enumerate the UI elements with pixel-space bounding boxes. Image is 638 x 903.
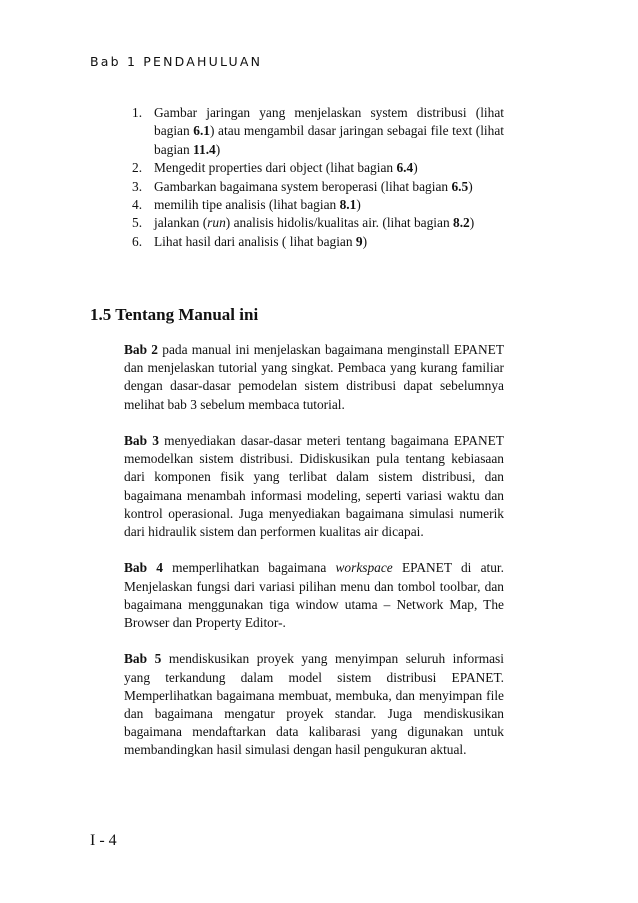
section-ref: 11.4 [193,141,216,157]
step-text: ) [468,178,473,194]
emphasis-term: run [207,215,226,231]
paragraph-text: pada manual ini menjelaskan bagaimana menginstall EPANET dan menjelaskan tutorial yang singkat. Pembaca yang kurang familiar dengan dasar-dasar pemodelan sistem distribusi dapat sebelumnya melihat bab 3 sebelum membaca tutorial. [124,342,504,412]
list-item [132,196,504,214]
step-text: ) [356,197,361,213]
step-text: ) [413,160,418,176]
steps-list [132,104,504,251]
paragraph-bab-4 [124,559,504,632]
section-ref: 8.1 [339,197,357,213]
list-item [132,159,504,177]
list-item [132,104,504,159]
section-heading: 1.5 Tentang Manual ini [90,305,259,324]
paragraph-text: memperlihatkan bagaimana [162,560,336,576]
section-body [124,341,504,760]
list-item [132,214,504,232]
section-ref: 8.2 [453,215,470,231]
list-item [132,233,504,251]
list-number: 5. [132,215,143,231]
list-number: 6. [132,233,143,249]
chapter-label: Bab 3 [124,433,159,448]
paragraph-bab-2 [124,341,504,414]
paragraph-text: EPANET di atur. Menjelaskan fungsi dari variasi pilihan menu dan tombol toolbar, dan bagaimana menggunakan tiga window utama – Network Map, The Browser dan Property Editor-. [124,560,504,631]
list-number: 1. [132,105,143,120]
list-item [132,178,504,196]
step-text: Gambarkan bagaimana system beroperasi (lihat bagian [154,178,452,194]
list-number: 3. [132,178,143,194]
chapter-label: Bab 4 [124,560,163,576]
step-text: memilih tipe analisis (lihat bagian [154,197,340,213]
step-text: Mengedit properties dari object (lihat bagian [154,160,397,176]
section-ref: 6.1 [193,123,211,139]
paragraph-bab-5 [124,650,504,759]
step-text: Lihat hasil dari analisis ( lihat bagian [154,233,356,249]
emphasis-term: workspace [335,560,393,576]
section-ref: 9 [355,233,363,249]
step-text: ) atau mengambil dasar jaringan sebagai file text (lihat bagian [154,123,504,157]
step-text: ) [469,215,475,231]
paragraph-text: mendiskusikan proyek yang menyimpan seluruh informasi yang terkandung dalam model sistem distribusi EPANET. Memperlihatkan bagaimana membuat, membuka, dan menyimpan file dan bagaimana mengatur proyek standar. Juga mendiskusikan bagaimana mendaftarkan data kalibarasi yang digunakan untuk membandingkan hasil simulasi dengan hasil pengukuran aktual. [124,651,504,758]
section-ref: 6.4 [396,160,414,176]
chapter-label: Bab 5 [124,651,162,667]
list-number: 2. [132,160,143,176]
step-text: ) analisis hidolis/kualitas air. (lihat bagian [225,215,454,231]
step-text: Gambar jaringan yang menjelaskan system distribusi (lihat bagian [154,105,504,139]
list-number: 4. [132,197,143,213]
paragraph-bab-3 [124,432,504,541]
running-head: Bab 1 PENDAHULUAN [90,54,263,69]
page-number: I - 4 [90,832,117,849]
paragraph-text: menyediakan dasar-dasar meteri tentang bagaimana EPANET memodelkan sistem distribusi. Didiskusikan pula tentang kebiasaan dari komponen fisik yang terlibat dalam sistem distribusi, dan bagaimana menambah informasi modeling, seperti variasi waktu dan kontrol operasional. Juga menyediakan bagaimana simulasi numerik dari hidraulik sistem dan performen kualitas air dicapai. [124,433,504,540]
section-ref: 6.5 [451,178,469,194]
chapter-label: Bab 2 [124,342,159,357]
step-text: jalankan ( [154,215,208,231]
step-text: ) [215,141,221,157]
step-text: ) [362,233,368,249]
